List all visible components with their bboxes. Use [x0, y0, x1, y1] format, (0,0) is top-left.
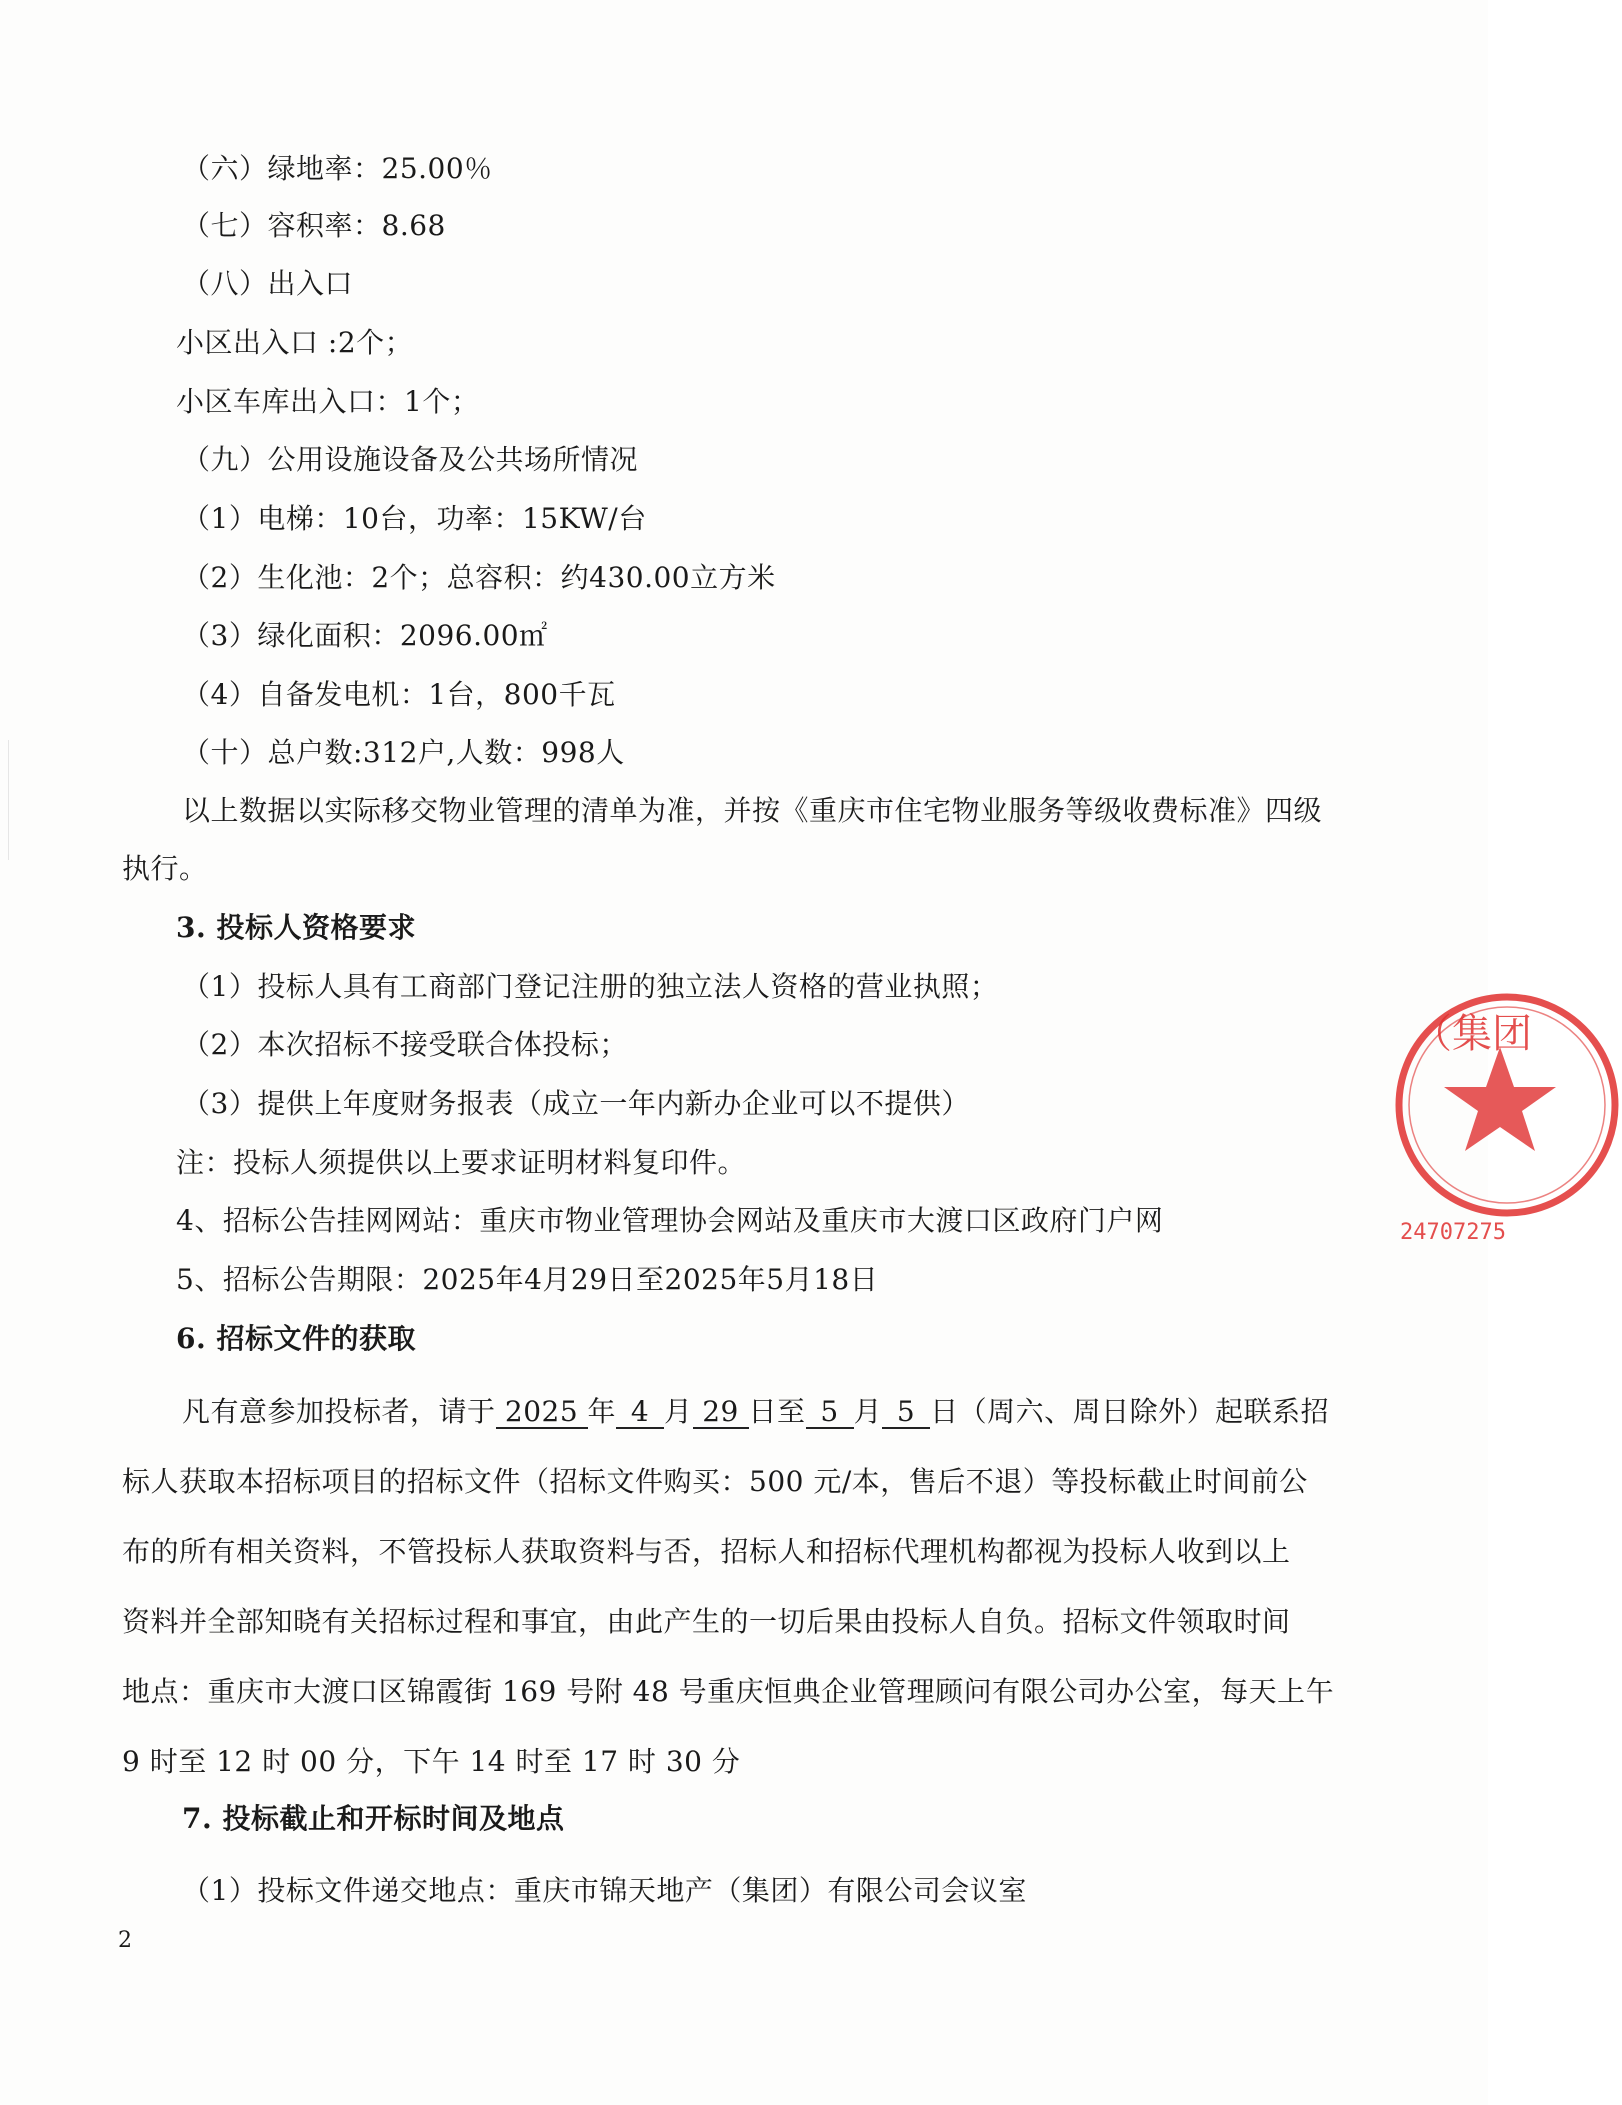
item-community-entrances: 小区出入口 :2个； — [176, 326, 414, 359]
item-green-ratio: （六）绿地率：25.00％ — [182, 152, 493, 185]
item-elevators: （1）电梯：10台，功率：15KW/台 — [182, 502, 647, 535]
dates-month-unit-2: 月 — [853, 1395, 883, 1428]
dates-day-to: 日至 — [748, 1395, 806, 1428]
underlined-start-day: 29 — [693, 1397, 749, 1429]
obtain-documents-text-2: 布的所有相关资料，不管投标人获取资料与否，招标人和招标代理机构都视为投标人收到以上 — [122, 1535, 1291, 1568]
seal-text: （集团 — [1412, 1011, 1532, 1057]
item-entrances-heading: （八）出入口 — [182, 267, 354, 300]
item-green-area: （3）绿化面积：2096.00㎡ — [182, 619, 548, 652]
note-data-basis-cont: 执行。 — [122, 852, 208, 885]
underlined-end-day: 5 — [882, 1397, 930, 1429]
scan-artifact — [8, 740, 9, 860]
qualification-no-consortium: （2）本次招标不接受联合体投标； — [182, 1028, 628, 1061]
item-septic-tank: （2）生化池：2个；总容积：约430.00立方米 — [182, 561, 776, 594]
obtain-documents-text-3: 资料并全部知晓有关招标过程和事宜，由此产生的一切后果由投标人自负。招标文件领取时间 — [122, 1605, 1291, 1638]
obtain-documents-text-1: 标人获取本招标项目的招标文件（招标文件购买：500 元/本，售后不退）等投标截止时间前公 — [122, 1465, 1308, 1498]
underlined-start-month: 4 — [616, 1397, 664, 1429]
section-bidder-qualifications: 3. 投标人资格要求 — [176, 911, 416, 944]
dates-year-unit: 年 — [587, 1395, 617, 1428]
note-data-basis: 以上数据以实际移交物业管理的清单为准，并按《重庆市住宅物业服务等级收费标准》四级 — [182, 794, 1323, 827]
section-obtain-documents: 6. 招标文件的获取 — [176, 1322, 416, 1355]
qualification-business-license: （1）投标人具有工商部门登记注册的独立法人资格的营业执照； — [182, 970, 999, 1003]
qualification-note: 注：投标人须提供以上要求证明材料复印件。 — [176, 1146, 747, 1179]
dates-month-unit: 月 — [664, 1395, 693, 1428]
dates-suffix: 日（周六、周日除外）起联系招 — [930, 1395, 1330, 1428]
section-announcement-period: 5、招标公告期限：2025年4月29日至2025年5月18日 — [176, 1263, 879, 1296]
underlined-end-month: 5 — [806, 1397, 854, 1429]
item-floor-area-ratio: （七）容积率：8.68 — [182, 209, 446, 242]
dates-prefix: 凡有意参加投标者，请于 — [182, 1395, 496, 1428]
item-garage-entrances: 小区车库出入口：1个； — [176, 385, 480, 418]
obtain-documents-hours: 9 时至 12 时 00 分，下午 14 时至 17 时 30 分 — [122, 1745, 741, 1778]
qualification-financial-report: （3）提供上年度财务报表（成立一年内新办企业可以不提供） — [182, 1087, 970, 1120]
page-number: 2 — [118, 1928, 132, 1953]
section-announcement-websites: 4、招标公告挂网网站：重庆市物业管理协会网站及重庆市大渡口区政府门户网 — [176, 1204, 1164, 1237]
item-generator: （4）自备发电机：1台，800千瓦 — [182, 678, 616, 711]
seal-star-icon — [1444, 1047, 1556, 1151]
seal-number: 24707275 — [1400, 1220, 1506, 1245]
obtain-documents-dates — [182, 1395, 1329, 1429]
item-public-facilities-heading: （九）公用设施设备及公共场所情况 — [182, 443, 639, 476]
company-seal — [1392, 955, 1622, 1255]
obtain-documents-address: 地点：重庆市大渡口区锦霞街 169 号附 48 号重庆恒典企业管理顾问有限公司办公室，每天上午 — [122, 1675, 1335, 1708]
section-bid-deadline: 7. 投标截止和开标时间及地点 — [182, 1802, 565, 1835]
bid-submission-location: （1）投标文件递交地点：重庆市锦天地产（集团）有限公司会议室 — [182, 1874, 1027, 1907]
underlined-year: 2025 — [496, 1397, 588, 1429]
item-households: （十）总户数:312户,人数：998人 — [182, 736, 625, 769]
